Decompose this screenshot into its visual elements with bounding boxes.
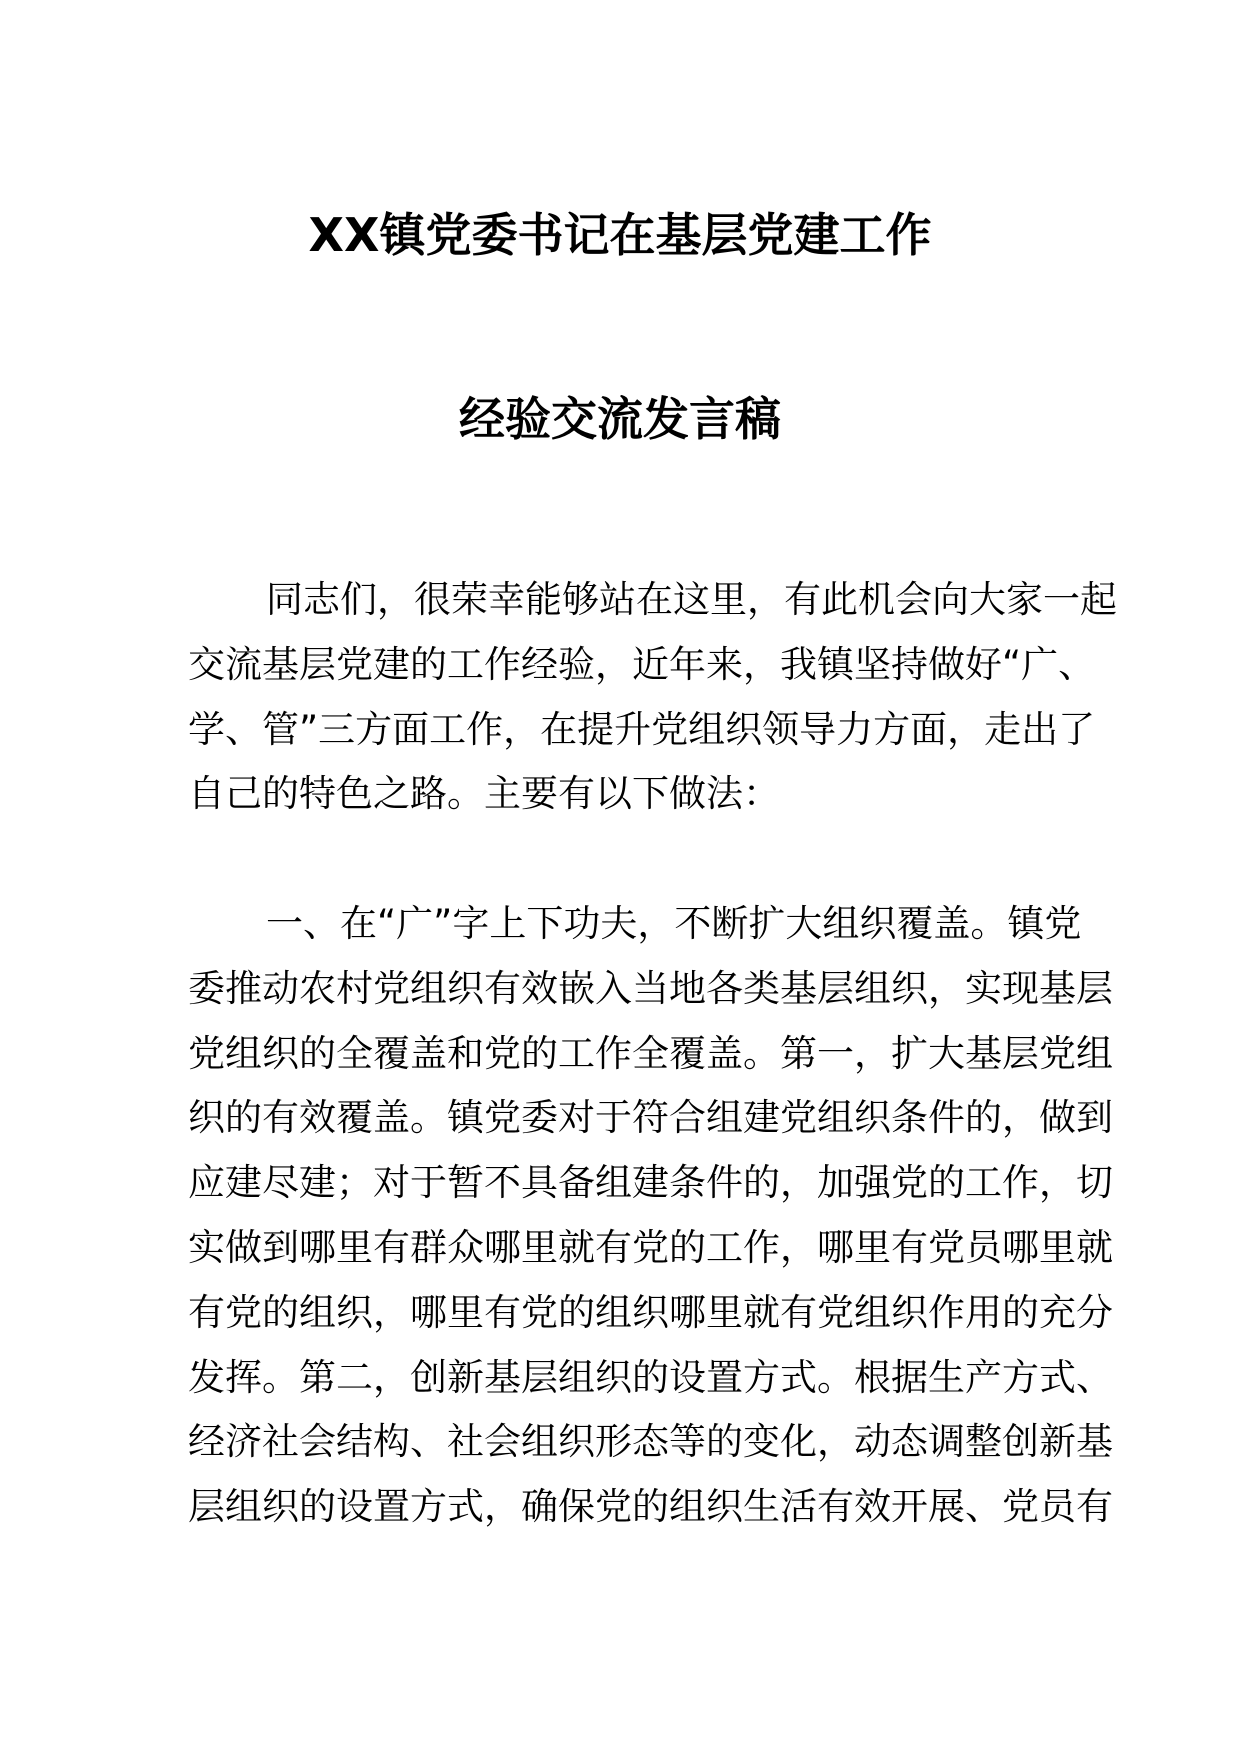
text-line: 有党的组织，哪里有党的组织哪里就有党组织作用的充分 (188, 1290, 1113, 1334)
document-title-line-1: XX镇党委书记在基层党建工作 (308, 208, 932, 262)
text-line: 一、在“广”字上下功夫，不断扩大组织覆盖。镇党 (266, 901, 1082, 945)
text-line: 自己的特色之路。主要有以下做法： (188, 772, 780, 816)
text-line: 层组织的设置方式，确保党的组织生活有效开展、党员有 (188, 1485, 1113, 1529)
paragraph-1 (188, 568, 1117, 827)
paragraph-2 (188, 892, 1113, 1540)
text-line: 织的有效覆盖。镇党委对于符合组建党组织条件的，做到 (188, 1096, 1113, 1140)
text-line: 经济社会结构、社会组织形态等的变化，动态调整创新基 (188, 1420, 1113, 1464)
text-line: 发挥。第二，创新基层组织的设置方式。根据生产方式、 (188, 1355, 1113, 1399)
text-line: 委推动农村党组织有效嵌入当地各类基层组织，实现基层 (188, 966, 1113, 1010)
text-line: 党组织的全覆盖和党的工作全覆盖。第一，扩大基层党组 (188, 1031, 1113, 1075)
text-line: 交流基层党建的工作经验，近年来，我镇坚持做好“广、 (188, 642, 1096, 686)
document-title-line-2: 经验交流发言稿 (459, 392, 781, 446)
document-body (188, 568, 1117, 1540)
text-line: 同志们，很荣幸能够站在这里，有此机会向大家一起 (266, 578, 1117, 621)
paragraph-gap (188, 827, 1050, 892)
text-line: 实做到哪里有群众哪里就有党的工作，哪里有党员哪里就 (188, 1225, 1113, 1269)
text-line: 学、管”三方面工作，在提升党组织领导力方面，走出了 (188, 707, 1096, 751)
text-line: 应建尽建；对于暂不具备组建条件的，加强党的工作，切 (188, 1161, 1113, 1205)
